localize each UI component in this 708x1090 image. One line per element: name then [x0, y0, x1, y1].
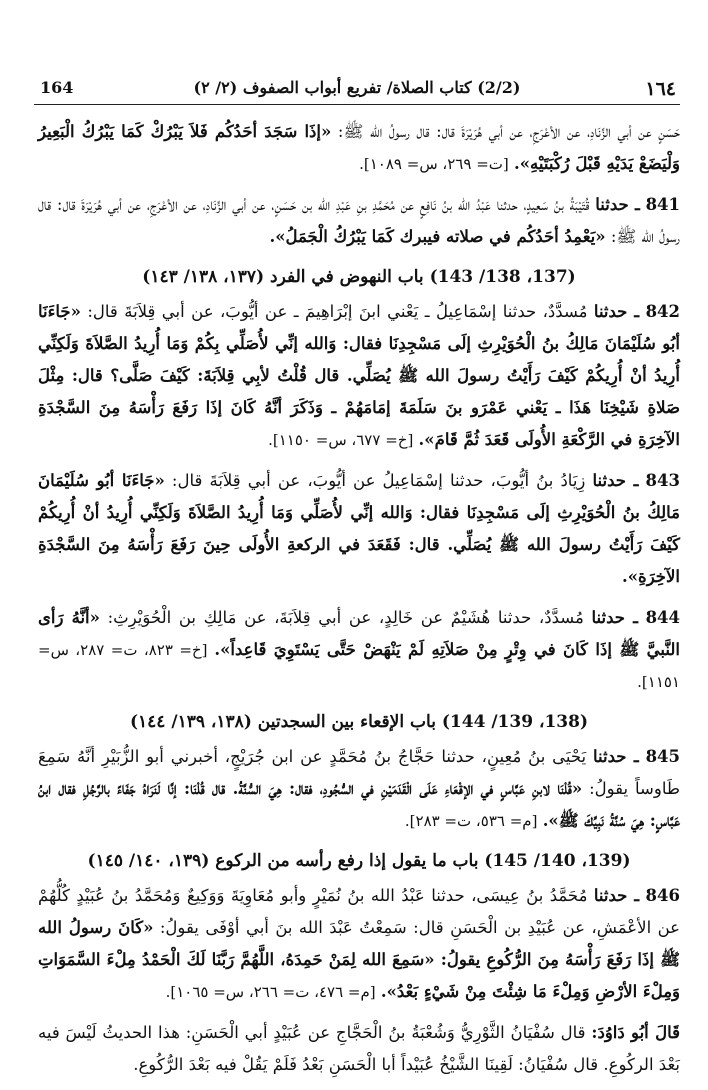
reference: [خ= ٦٧٧، س= ١١٥٠].: [268, 431, 414, 449]
running-title: (2/2) كتاب الصلاة/ تفريع أبواب الصفوف (٢/ ٢): [193, 78, 521, 97]
reference: [خ= ٨٢٣، ت= ٢٨٧، س= ١١٥١].: [38, 641, 680, 691]
reference: [ت= ٢٦٩، س= ١٠٨٩].: [359, 155, 509, 173]
chapter-heading: (138، 139/ 144) باب الإقعاء بين السجدتين (١٣٨، ١٣٩/ ١٤٤): [130, 712, 588, 732]
hadith-text: «كَانَ رسولُ الله ﷺ إذَا رَفَعَ رَأْسَهُ مِنَ الرُّكُوعِ يقولُ: «سَمِعَ الله لِمَنْ حَمِدَهُ، اللَّهُمَّ رَبَّنَا لَكَ الْحَمْدُ مِلْءَ السَّمَوَاتِ وَمِلْءَ الأرْضِ وَمِلْءَ مَا شِئْتَ مِنْ شَيْءٍ بَعْدُ».: [38, 918, 680, 1001]
hadith-text: «إذَا سَجَدَ أحَدُكُم فَلاَ يَبْرُكْ كَمَا يَبْرُكُ الْبَعِيرُ وَلْيَضَعْ يَدَيْهِ قَبْلَ رُكْبَتَيْهِ».: [38, 122, 680, 173]
page-header: [34, 70, 680, 105]
hadith-841: 841 ـ حدثنا قُتَيْبَةُ بنُ سَعِيدٍ، حدثنا عَبْدُ الله بنُ نَافِعٍ عن مُحَمَّدِ بنِ عَبْدِ الله بن حَسَنٍ، عن أبي الزِّنَادِ، عن الأعْرَجِ، عن أبي هُرَيْرَةَ قال: قال رسولُ الله ﷺ: «يَعْمِدُ أحَدُكُم في صلاته فيبرك كَمَا يَبْرُكُ الْجَمَلُ».: [38, 195, 681, 246]
hadith-text: «جَاءَنَا أبُو سُلَيْمَانَ مَالِكُ بنُ الْحُوَيْرِثِ إلَى مَسْجِدِنَا فقال: وَالله إنِّي لأُصَلِّي وَمَا أُرِيدُ الصَّلاَةَ وَلَكِنِّي أُرِيدُ أنْ أُرِيكُمْ كَيْفَ رَأَيْتُ رسولَ الله ﷺ يُصَلِّي. قال: فَقَعَدَ في الركعةِ الأُولَى حِينَ رَفَعَ رَأْسَهُ مِنَ السَّجْدَةِ الآخِرَةِ».: [38, 471, 680, 586]
hadith-number: 842: [645, 302, 681, 321]
hadith-text: «يَعْمِدُ أحَدُكُم في صلاته فيبرك كَمَا يَبْرُكُ الْجَمَلُ».: [269, 227, 606, 246]
reference: [م= ٥٣٦، ت= ٢٨٣].: [404, 812, 538, 830]
hadith-842: 842 ـ حدثنا مُسدَّدٌ، حدثنا إسْمَاعِيلُ ـ يَعْني ابنَ إبْرَاهِيمَ ـ عن أيُّوبَ، عن أبي قِلاَبَةَ قال: «جَاءَنَا أبُو سُلَيْمَانَ مَالِكُ بنُ الْحُوَيْرِثِ إلَى مَسْجِدِنَا فقال: وَالله إنِّي لأُصَلِّي بِكُمْ وَمَا أُرِيدُ الصَّلاَةَ وَلَكِنِّي أُرِيدُ أنْ أُرِيكُمْ كَيْفَ رَأَيْتُ رسولَ الله ﷺ يُصَلِّي. قال قُلْتُ لأبِي قِلاَبَةَ: كَيْفَ صَلَّى؟ قال: مِثْلَ صَلاةِ شَيْخِنَا هَذَا ـ يَعْني عَمْرَو بنَ سَلَمَةَ إمَامَهُمْ ـ وَذَكَرَ أنَّهُ كَانَ إذَا رَفَعَ رَأْسَهُ مِنَ السَّجْدَةِ الآخِرَةِ في الرَّكْعَةِ الأُولَى قَعَدَ ثُمَّ قَامَ». [خ= ٦٧٧، س= ١١٥٠].: [38, 302, 681, 449]
chapter-heading: (139، 140/ 145) باب ما يقول إذا رفع رأسه من الركوع (١٣٩، ١٤٠/ ١٤٥): [87, 851, 631, 871]
hadith-number: 845: [645, 747, 681, 766]
hadith-number: 841: [645, 195, 681, 214]
hadith-843: 843 ـ حدثنا زِيَادُ بنُ أيُّوبَ، حدثنا إسْمَاعِيلُ عن أيُّوبَ، عن أبي قِلاَبَةَ قال: «جَاءَنَا أبُو سُلَيْمَانَ مَالِكُ بنُ الْحُوَيْرِثِ إلَى مَسْجِدِنَا فقال: وَالله إنِّي لأُصَلِّي وَمَا أُرِيدُ الصَّلاَةَ وَلَكِنِّي أُرِيدُ أنْ أُرِيكُمْ كَيْفَ رَأَيْتُ رسولَ الله ﷺ يُصَلِّي. قال: فَقَعَدَ في الركعةِ الأُولَى حِينَ رَفَعَ رَأْسَهُ مِنَ السَّجْدَةِ الآخِرَةِ».: [38, 471, 680, 586]
commentator-label: قَالَ أبُو دَاوُدَ:: [591, 1023, 680, 1042]
hadith-text: «أنَّهُ رَأى النَّبيَّ ﷺ إذَا كَانَ في وِتْرٍ مِنْ صَلاَتِهِ لَمْ يَنْهَضْ حَتَّى يَسْتَوِيَ قَاعِداً».: [38, 608, 681, 659]
hadith-number: 846: [645, 886, 680, 905]
page-number-arabic: ١٦٤: [645, 78, 676, 100]
hadith-text: «قُلْنَا لابنِ عَبَّاسٍ في الإقْعَاءِ عَلَى الْقَدَمَيْنِ في السُّجُودِ، فقال: هِيَ السُّنَّةُ. قال قُلْنَا: إنَّا لَنَرَاهُ جَفَاءً بالرَّجُلِ فقال ابنُ عَبَّاسٍ: هِيَ سُنَّةُ نَبِيِّكَ ﷺ».: [38, 779, 680, 830]
abu-dawud-comment: قَالَ أبُو دَاوُدَ: قال سُفْيَانُ الثَّوْرِيُّ وَشُعْبَةُ بنُ الْحَجَّاجِ عن عُبَيْدٍ أبي الْحَسَنِ: هذا الحديثُ لَيْسَ فيه بَعْدَ الركُوعِ. قال سُفْيَانُ: لَقِينَا الشَّيْخُ عُبَيْداً أبا الْحَسَنِ بَعْدُ فَلَمْ يَقُلْ فيه بَعْدَ الرُّكُوعِ.: [38, 1023, 680, 1074]
reference: [م= ٤٧٦، ت= ٢٦٦، س= ١٠٦٥].: [165, 983, 376, 1001]
hadith-844: 844 ـ حدثنا مُسدَّدٌ، حدثنا هُشَيْمٌ عن خَالِدٍ، عن أبي قِلاَبَةَ، عن مَالِكِ بن الْحُوَيْرِثِ: «أنَّهُ رَأى النَّبيَّ ﷺ إذَا كَانَ في وِتْرٍ مِنْ صَلاَتِهِ لَمْ يَنْهَضْ حَتَّى يَسْتَوِيَ قَاعِداً». [خ= ٨٢٣، ت= ٢٨٧، س= ١١٥١].: [38, 608, 681, 691]
hadith-846: 846 ـ حدثنا مُحَمَّدُ بنُ عِيسَى، حدثنا عَبْدُ الله بنُ نُمَيْرٍ وأبو مُعَاوِيَةَ وَوَكِيعٌ وَمُحَمَّدُ بنُ عُبَيْدٍ كُلُّهُمْ عن الأعْمَشِ، عن عُبَيْدِ بن الْحَسَنِ قال: سَمِعْتُ عَبْدَ الله بنَ أبي أوْفَى يقولُ: «كَانَ رسولُ الله ﷺ إذَا رَفَعَ رَأْسَهُ مِنَ الرُّكُوعِ يقولُ: «سَمِعَ الله لِمَنْ حَمِدَهُ، اللَّهُمَّ رَبَّنَا لَكَ الْحَمْدُ مِلْءَ السَّمَوَاتِ وَمِلْءَ الأرْضِ وَمِلْءَ مَا شِئْتَ مِنْ شَيْءٍ بَعْدُ». [م= ٤٧٦، ت= ٢٦٦، س= ١٠٦٥].: [38, 886, 680, 1001]
book-page: [26, 0, 680, 1081]
page-body: [38, 116, 680, 1090]
hadith-845: 845 ـ حدثنا يَحْيَى بنُ مُعِينٍ، حدثنا حَجَّاجُ بنُ مُحَمَّدٍ عن ابن جُرَيْجٍ، أخبرني أبو الزُّبَيْرِ أنَّهُ سَمِعَ طَاوساً يقولُ: «قُلْنَا لابنِ عَبَّاسٍ في الإقْعَاءِ عَلَى الْقَدَمَيْنِ في السُّجُودِ، فقال: هِيَ السُّنَّةُ. قال قُلْنَا: إنَّا لَنَرَاهُ جَفَاءً بالرَّجُلِ فقال ابنُ عَبَّاسٍ: هِيَ سُنَّةُ نَبِيِّكَ ﷺ». [م= ٥٣٦، ت= ٢٨٣].: [38, 747, 681, 830]
page-number: 164: [40, 78, 74, 97]
hadith-text: «جَاءَنَا أبُو سُلَيْمَانَ مَالِكُ بنُ الْحُوَيْرِثِ إلَى مَسْجِدِنَا فقال: وَالله إنِّي لأُصَلِّي بِكُمْ وَمَا أُرِيدُ الصَّلاَةَ وَلَكِنِّي أُرِيدُ أنْ أُرِيكُمْ كَيْفَ رَأَيْتُ رسولَ الله ﷺ يُصَلِّي. قال قُلْتُ لأبِي قِلاَبَةَ: كَيْفَ صَلَّى؟ قال: مِثْلَ صَلاةِ شَيْخِنَا هَذَا ـ يَعْني عَمْرَو بنَ سَلَمَةَ إمَامَهُمْ ـ وَذَكَرَ أنَّهُ كَانَ إذَا رَفَعَ رَأْسَهُ مِنَ السَّجْدَةِ الآخِرَةِ في الرَّكْعَةِ الأُولَى قَعَدَ ثُمَّ قَامَ».: [38, 302, 681, 449]
chapter-heading: (137، 138/ 143) باب النهوض في الفرد (١٣٧، ١٣٨/ ١٤٣): [142, 267, 576, 287]
hadith-continuation: حَسَنٍ عن أبي الزِّنَادِ، عن الأعْرَجِ، عن أبي هُرَيْرَةَ قال: قال رسولُ الله ﷺ: «إذَا سَجَدَ أحَدُكُم فَلاَ يَبْرُكْ كَمَا يَبْرُكُ الْبَعِيرُ وَلْيَضَعْ يَدَيْهِ قَبْلَ رُكْبَتَيْهِ». [ت= ٢٦٩، س= ١٠٨٩].: [38, 122, 680, 173]
hadith-number: 843: [645, 471, 680, 490]
hadith-number: 844: [645, 608, 681, 627]
